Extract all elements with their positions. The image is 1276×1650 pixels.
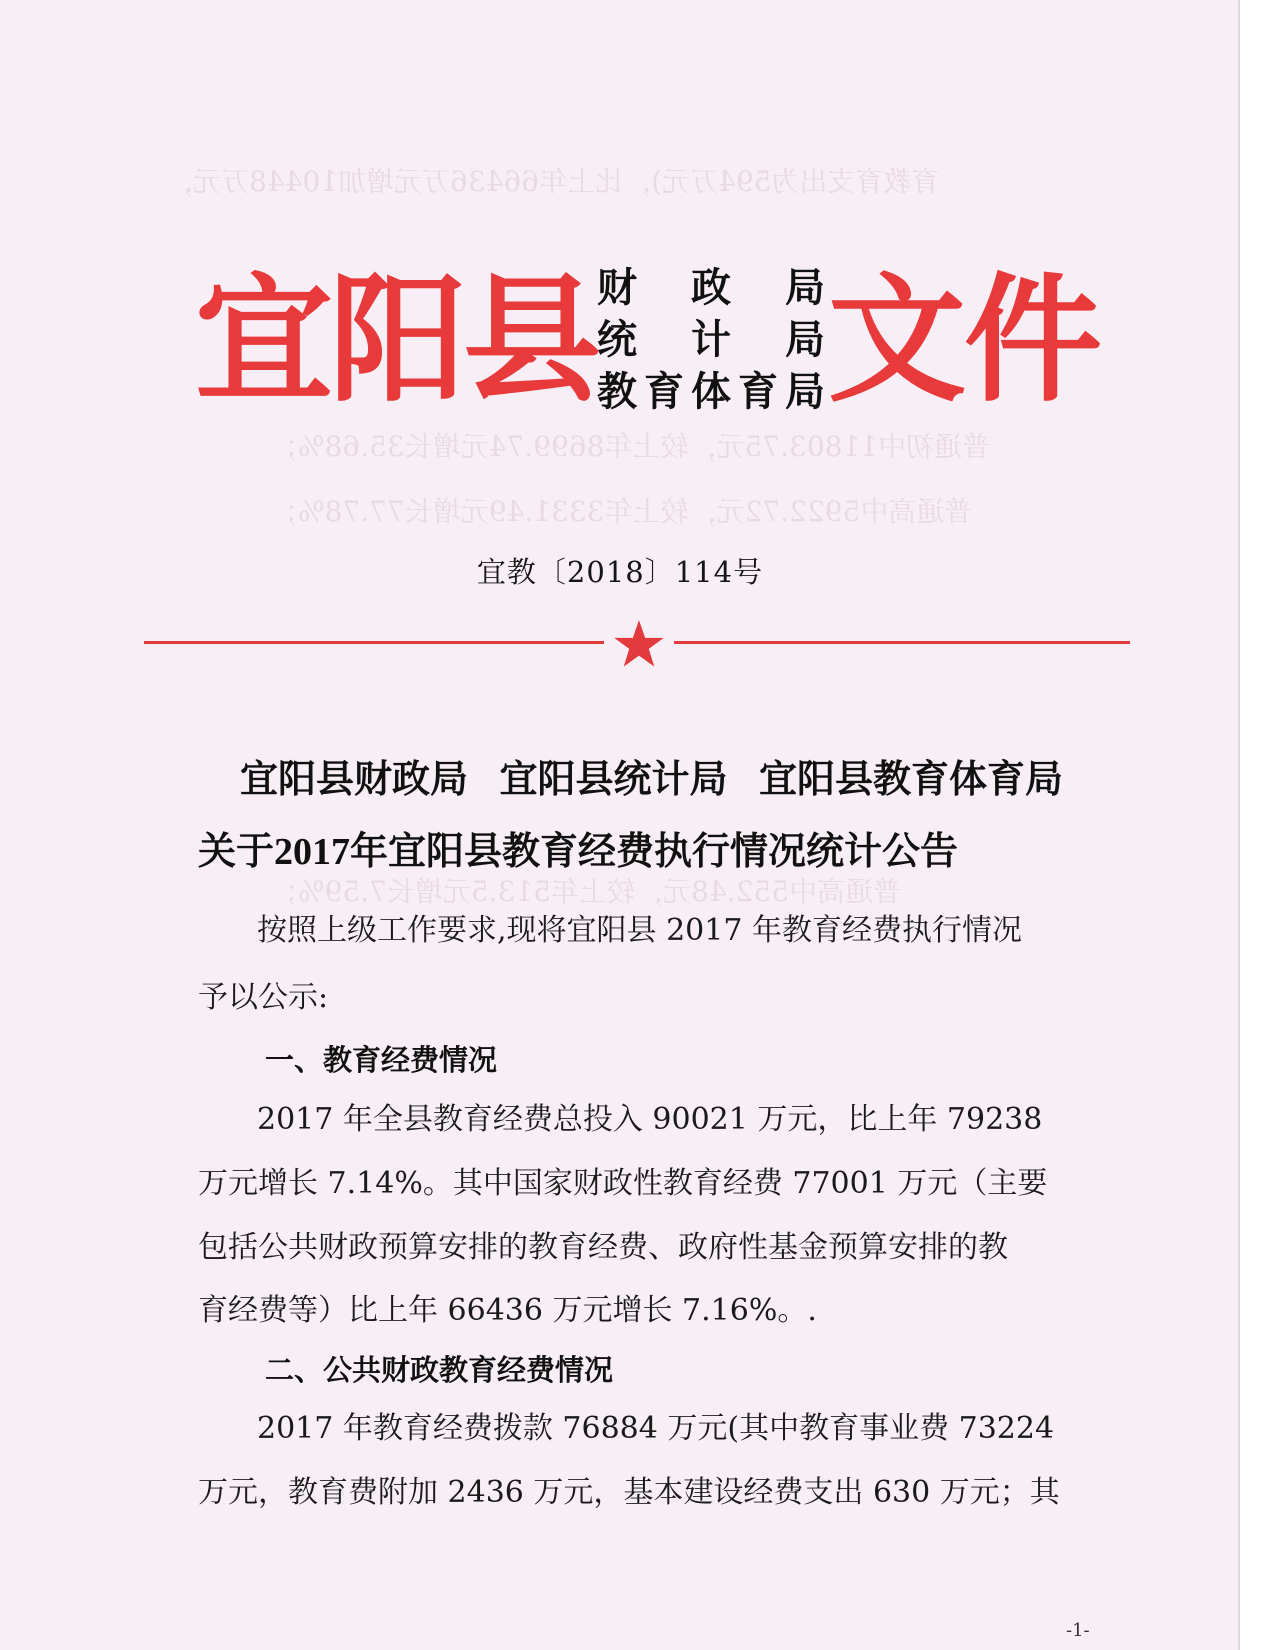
section-heading: 二、公共财政教育经费情况 bbox=[265, 1353, 614, 1387]
issuer-statistics-bureau: 统 计 局 bbox=[597, 317, 825, 363]
intro-paragraph-line: 按照上级工作要求,现将宜阳县 2017 年教育经费执行情况 bbox=[257, 913, 1022, 948]
show-through-line: 普通高中552.48元，较上年513.5元增长7.59%； bbox=[270, 875, 902, 908]
title-issuers: 宜阳县财政局 宜阳县统计局 宜阳县教育体育局 bbox=[240, 759, 1064, 801]
masthead-document-label: 文件 bbox=[828, 260, 1101, 421]
paragraph-line: 包括公共财政预算安排的教育经费、政府性基金预算安排的教 bbox=[198, 1230, 1008, 1265]
intro-paragraph-line: 予以公示: bbox=[198, 980, 329, 1015]
paragraph-line: 育经费等）比上年 66436 万元增长 7.16%。. bbox=[198, 1293, 817, 1328]
issuer-finance-bureau: 财 政 局 bbox=[597, 265, 825, 311]
paragraph-line: 2017 年全县教育经费总投入 90021 万元，比上年 79238 bbox=[257, 1102, 1043, 1137]
show-through-line: 普通初中11803.75元，较上年8699.74元增长35.68%； bbox=[270, 430, 991, 463]
separator-rule-left bbox=[144, 641, 604, 644]
scan-margin bbox=[1240, 0, 1276, 1650]
page-number: -1- bbox=[1066, 1620, 1090, 1641]
masthead-county-name: 宜阳县 bbox=[195, 260, 598, 421]
title-subject: 关于2017年宜阳县教育经费执行情况统计公告 bbox=[198, 831, 959, 873]
masthead-issuer-list bbox=[597, 262, 825, 418]
show-through-line: 育教育支出为594万元)，比上年66436万元增加10448万元， bbox=[165, 165, 940, 198]
issuer-education-sports-bureau: 教 育 体 育 局 bbox=[597, 369, 825, 415]
section-heading: 一、教育经费情况 bbox=[265, 1043, 498, 1077]
paragraph-line: 2017 年教育经费拨款 76884 万元(其中教育事业费 73224 bbox=[257, 1411, 1055, 1446]
document-number: 宜教〔2018〕114号 bbox=[476, 555, 764, 589]
star-icon bbox=[613, 618, 665, 670]
separator-rule-right bbox=[674, 641, 1130, 644]
paragraph-line: 万元，教育费附加 2436 万元，基本建设经费支出 630 万元；其 bbox=[198, 1475, 1060, 1510]
paragraph-line: 万元增长 7.14%。其中国家财政性教育经费 77001 万元（主要 bbox=[198, 1166, 1048, 1201]
show-through-line: 普通高中5922.72元，较上年3331.49元增长77.78%； bbox=[270, 495, 973, 528]
